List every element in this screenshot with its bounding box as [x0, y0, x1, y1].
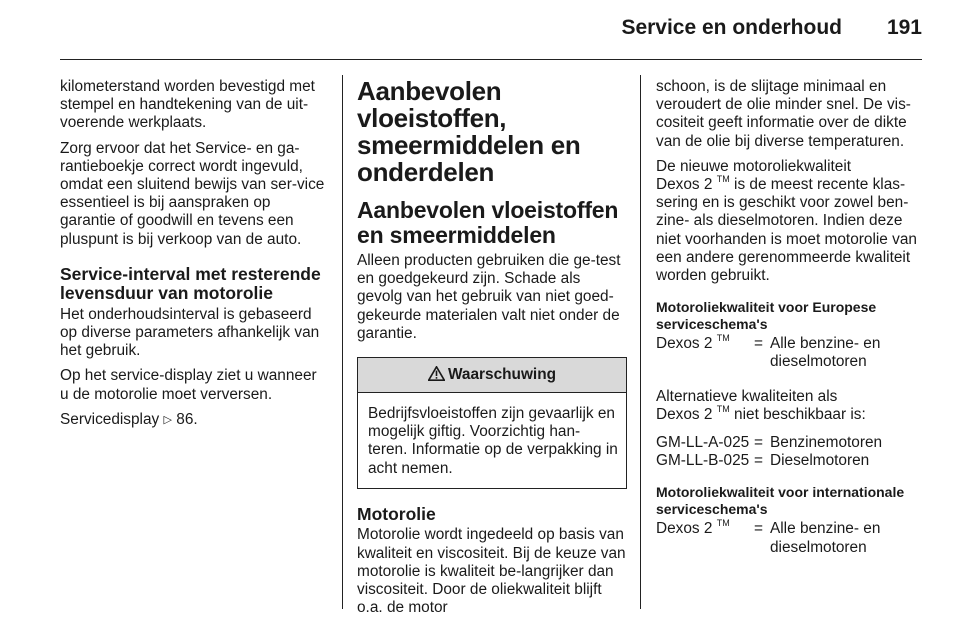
page-reference-arrow-icon: ▷	[163, 413, 172, 426]
trademark: TM	[716, 174, 730, 185]
paragraph: schoon, is de slijtage minimaal en veroudert de olie minder snel. De vis-cositeit geeft informatie over de dikte van de olie bij diverse temperaturen.	[656, 78, 911, 150]
definition-term: GM-LL-B-025	[656, 452, 750, 470]
trademark: TM	[716, 518, 730, 529]
column-divider	[342, 75, 343, 609]
paragraph: Motorolie wordt ingedeeld op basis van kwaliteit en viscositeit. Bij de keuze van motorolie is kwaliteit be-langrijker dan viscositeit. Door de oliekwaliteit blijft o.a. de motor	[357, 526, 626, 617]
definition-row	[656, 434, 924, 452]
column-left	[60, 78, 328, 436]
definition-row	[656, 335, 924, 371]
equals-sign: =	[754, 520, 763, 538]
equals-sign: =	[754, 434, 763, 452]
definition-description: Dieselmotoren	[770, 452, 870, 470]
text: Dexos 2	[656, 335, 713, 353]
paragraph: Zorg ervoor dat het Service- en ga-rantieboekje correct wordt ingevuld, omdat een sluitend bewijs van ser-vice essentieel is bij aanspraken op garantie of goodwill en tevens een pluspunt is bij verkoop van de auto.	[60, 139, 325, 248]
section-heading: Motorolie	[357, 503, 436, 524]
subsection-heading: Motoroliekwaliteit voor internationale serviceschema's	[656, 484, 905, 518]
definition-description: Benzinemotoren	[770, 434, 883, 452]
paragraph: Alleen producten gebruiken die ge-test en goedgekeurd zijn. Schade als gevolg van het gebruik van niet goed-gekeurde materialen valt niet onder de garantie.	[357, 252, 621, 342]
text: Dexos 2	[656, 520, 713, 538]
column-divider	[640, 75, 641, 609]
paragraph	[656, 388, 924, 424]
definition-term	[656, 335, 754, 371]
trademark: TM	[716, 333, 730, 344]
definition-row	[656, 520, 924, 556]
reference-page: 86.	[171, 410, 198, 428]
definition-list	[656, 434, 924, 470]
text: De nieuwe motoroliekwaliteit	[656, 157, 852, 175]
text: Dexos 2	[656, 405, 713, 423]
equals-sign: =	[754, 452, 763, 470]
cross-reference[interactable]	[60, 411, 328, 429]
column-right	[656, 78, 924, 561]
header-rule	[60, 59, 922, 60]
warning-title: Waarschuwing	[447, 366, 557, 384]
section-heading: Service-interval met resterende levensduur van motorolie	[60, 263, 321, 304]
definition-term	[656, 520, 754, 556]
subsection-heading: Motoroliekwaliteit voor Europese serviceschema's	[656, 299, 877, 333]
section-heading: Aanbevolen vloeistoffen en smeermiddelen	[357, 197, 619, 248]
warning-header	[358, 358, 626, 393]
definition-list	[656, 520, 924, 556]
text: Dexos 2	[656, 176, 713, 194]
paragraph: Op het service-display ziet u wanneer u de motorolie moet verversen.	[60, 367, 317, 403]
text: Alternatieve kwaliteiten als	[656, 387, 838, 405]
text: is de meest recente klas-sering en is geschikt voor zowel ben-zine- als dieselmotoren. Indien deze niet voorhanden is moet motorolie van een andere gerenommeerde kwaliteit worden gebruikt.	[656, 176, 917, 285]
definition-term: GM-LL-A-025	[656, 434, 750, 452]
warning-text: Bedrijfsvloeistoffen zijn gevaarlijk en mogelijk giftig. Voorzichtig han-teren. Informatie op de verpakking in acht nemen.	[368, 405, 618, 477]
page-number: 191	[886, 16, 922, 39]
trademark: TM	[716, 403, 730, 414]
definition-list	[656, 335, 924, 371]
definition-row	[656, 452, 924, 470]
column-middle	[357, 78, 627, 624]
text: niet beschikbaar is:	[729, 405, 866, 423]
warning-triangle-icon	[428, 360, 445, 394]
paragraph: Het onderhoudsinterval is gebaseerd op diverse parameters afhankelijk van het gebruik.	[60, 305, 320, 360]
paragraph: kilometerstand worden bevestigd met stempel en handtekening van de uit-voerende werkplaats.	[60, 78, 315, 132]
equals-sign: =	[754, 335, 763, 353]
warning-box	[357, 357, 627, 489]
chapter-heading: Aanbevolen vloeistoffen, smeermiddelen en onderdelen	[357, 76, 581, 187]
definition-description: Alle benzine- en dieselmotoren	[770, 335, 881, 371]
header-title: Service en onderhoud	[621, 16, 842, 39]
paragraph	[656, 158, 924, 285]
reference-text: Servicedisplay	[60, 410, 160, 428]
definition-description: Alle benzine- en dieselmotoren	[770, 520, 881, 556]
